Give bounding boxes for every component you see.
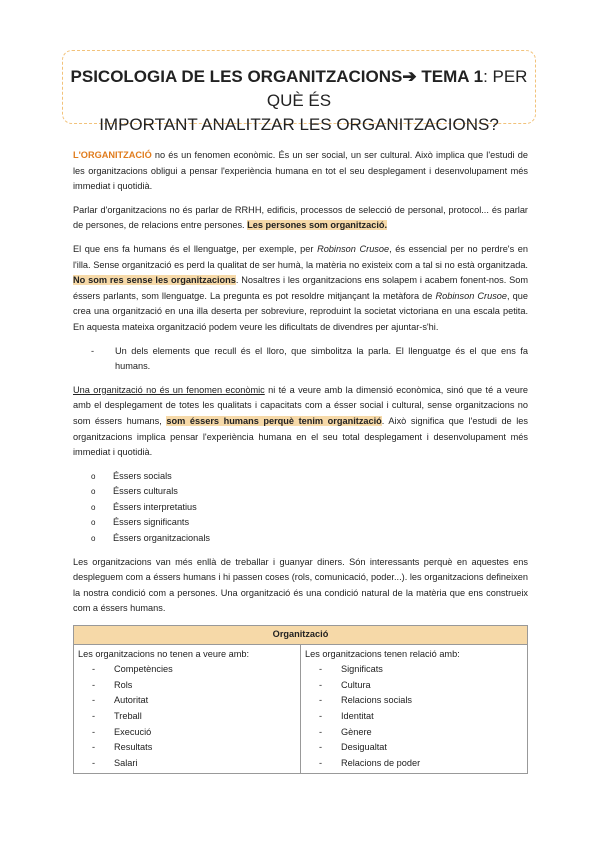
list-item-text: Treball: [114, 711, 142, 721]
dash-bullet: -: [319, 679, 323, 690]
highlight-text: Les persones som organització.: [247, 220, 388, 231]
list-item-text: Rols: [114, 679, 133, 690]
table-row: [74, 644, 528, 774]
title-tema: TEMA 1: [421, 67, 484, 86]
title-line-1: [63, 65, 535, 113]
list-item: [319, 709, 523, 725]
table-cell-right: [301, 644, 528, 774]
paragraph-2: [73, 203, 528, 234]
highlight-text: No som res sense les organitzacions: [73, 275, 236, 286]
dash-bullet: -: [92, 757, 96, 768]
list-item: [91, 469, 528, 485]
circle-bullet: o: [91, 487, 96, 497]
list-item-text: Resultats: [114, 742, 153, 753]
list-item-text: Competències: [114, 664, 173, 675]
left-column-title: Les organitzacions no tenen a veure amb:: [78, 648, 250, 659]
table-cell-left: [74, 644, 301, 774]
list-item: [319, 693, 523, 709]
list-item: [91, 484, 528, 500]
circle-bullet: o: [91, 502, 96, 512]
list-item-text: Relacions de poder: [341, 757, 421, 768]
title-question-start: : PER QUÈ ÉS: [266, 67, 528, 110]
list-item: [319, 740, 523, 756]
list-item-text: Desigualtat: [341, 742, 387, 753]
list-item: [92, 740, 296, 756]
list-item: [91, 515, 528, 531]
list-item-text: Identitat: [341, 711, 374, 721]
paragraph-2-text: Parlar d'organitzacions no és parlar de RRHH, edificis, processos de selecció de personal, protocol... és parlar de persones, de relacions entre persones.: [73, 204, 528, 231]
list-item-text: Un dels elements que recull és el lloro, que simbolitza la parla. El llenguatge és el que ens fa humans.: [115, 345, 528, 372]
paragraph-3-text-2: , és essencial per no perdre's en l'illa. Sense organització es perd la qualitat de ser humà, la matèria no existeix com a tal si no està organitzada.: [73, 243, 528, 270]
list-item: [91, 344, 528, 375]
paragraph-3-text-4: , que crea una organització en una illa deserta per sobreviure, reproduint la societat victoriana en una escala petita. En aquesta mateixa organització podem veure les dificultats de divendres per ajuntar-s'hi.: [73, 290, 528, 332]
organization-table: [73, 625, 528, 774]
list-item: [92, 709, 296, 725]
list-item-text: Éssers culturals: [113, 486, 178, 497]
dash-bullet: -: [92, 679, 96, 690]
title-line-2: IMPORTANT ANALITZAR LES ORGANITZACIONS?: [99, 115, 499, 134]
document-body: [73, 148, 528, 774]
list-item: [92, 662, 296, 678]
list-item: [91, 500, 528, 516]
dash-bullet: -: [319, 757, 323, 768]
dash-bullet: -: [319, 742, 323, 753]
italic-reference: Robinson Crusoe: [435, 290, 508, 301]
list-item-text: Éssers organitzacionals: [113, 533, 211, 544]
dash-bullet: -: [92, 742, 96, 753]
dash-bullet: -: [319, 695, 323, 706]
list-item: [92, 725, 296, 741]
list-item-text: Significats: [341, 664, 383, 675]
dash-bullet: -: [319, 726, 323, 737]
being-types-list: [73, 469, 528, 547]
paragraph-1-text: no és un fenomen econòmic. És un ser social, un ser cultural. Això implica que l'estudi de les organitzacions obligui a pensar l'experiència humana en tot el seu desplegament i desenvolupament més immediat i quotidià.: [73, 150, 528, 192]
dash-bullet: -: [319, 664, 323, 675]
dash-bullet: -: [92, 664, 96, 675]
list-item: [92, 756, 296, 772]
list-item-text: Salari: [114, 757, 138, 768]
dash-bullet: -: [92, 711, 96, 721]
list-item: [91, 531, 528, 547]
right-column-title: Les organitzacions tenen relació amb:: [305, 648, 460, 659]
dash-list: [73, 344, 528, 375]
paragraph-1: [73, 148, 528, 195]
paragraph-5: Les organitzacions van més enllà de treballar i guanyar diners. Són interessants perquè en aquestes ens despleguem com a éssers humans i hi passen coses (rols, comunicació, poder...). les organitzacions defineixen la nostra condició com a persones. Una organització és una condició natural de la matèria que ens construeix com a éssers humans.: [73, 556, 528, 614]
list-item-text: Execució: [114, 726, 152, 737]
right-items-list: [305, 662, 523, 771]
circle-bullet: o: [91, 518, 96, 528]
list-item: [319, 725, 523, 741]
left-items-list: [78, 662, 296, 771]
document-title: [62, 50, 536, 134]
list-item-text: Autoritat: [114, 695, 149, 706]
dash-bullet: -: [91, 345, 95, 356]
paragraph-4: [73, 383, 528, 461]
circle-bullet: o: [91, 534, 96, 544]
paragraph-3-text-3: . Nosaltres i les organitzacions ens solapem i acabem fonent-nos. Som éssers parlants, som llenguatge. La pregunta es pot resoldre mitjançant la metàfora de: [73, 275, 528, 301]
list-item-text: Éssers interpretatius: [113, 501, 197, 512]
paragraph-4-text-1: ni té a veure amb la dimensió econòmica, sinó que té a veure amb el desplegament de totes les qualitats i capacitats com a ésser social i cultural, sense organitzacions no som éssers humans,: [73, 384, 528, 426]
highlight-text: som éssers humans perquè tenim organització: [166, 415, 382, 426]
list-item-text: Gènere: [341, 726, 372, 737]
list-item: [319, 756, 523, 772]
italic-reference: Robinson Crusoe: [317, 243, 390, 254]
paragraph-4-text-2: . Això significa que l'estudi de les organitzacions implica pensar l'experiència humana en el seu total desplegament i desenvolupament més immediat i quotidià.: [73, 415, 528, 458]
list-item: [319, 678, 523, 694]
key-term: L'ORGANITZACIÓ: [73, 150, 152, 160]
paragraph-3: [73, 242, 528, 336]
dash-bullet: -: [92, 695, 96, 706]
list-item: [92, 678, 296, 694]
list-item-text: Éssers socials: [113, 470, 172, 481]
list-item: [319, 662, 523, 678]
table-header: Organització: [74, 626, 528, 645]
list-item: [92, 693, 296, 709]
arrow-icon: ➔: [402, 67, 417, 86]
circle-bullet: o: [91, 471, 96, 481]
dash-bullet: -: [319, 711, 323, 721]
underlined-text: Una organització no és un fenomen econòmic: [73, 384, 265, 395]
list-item-text: Éssers significants: [113, 517, 190, 528]
list-item-text: Relacions socials: [341, 695, 412, 706]
dash-bullet: -: [92, 726, 96, 737]
title-course: PSICOLOGIA DE LES ORGANITZACIONS: [70, 67, 403, 86]
list-item-text: Cultura: [341, 679, 371, 690]
paragraph-3-text-1: El que ens fa humans és el llenguatge, per exemple, per: [73, 243, 318, 254]
